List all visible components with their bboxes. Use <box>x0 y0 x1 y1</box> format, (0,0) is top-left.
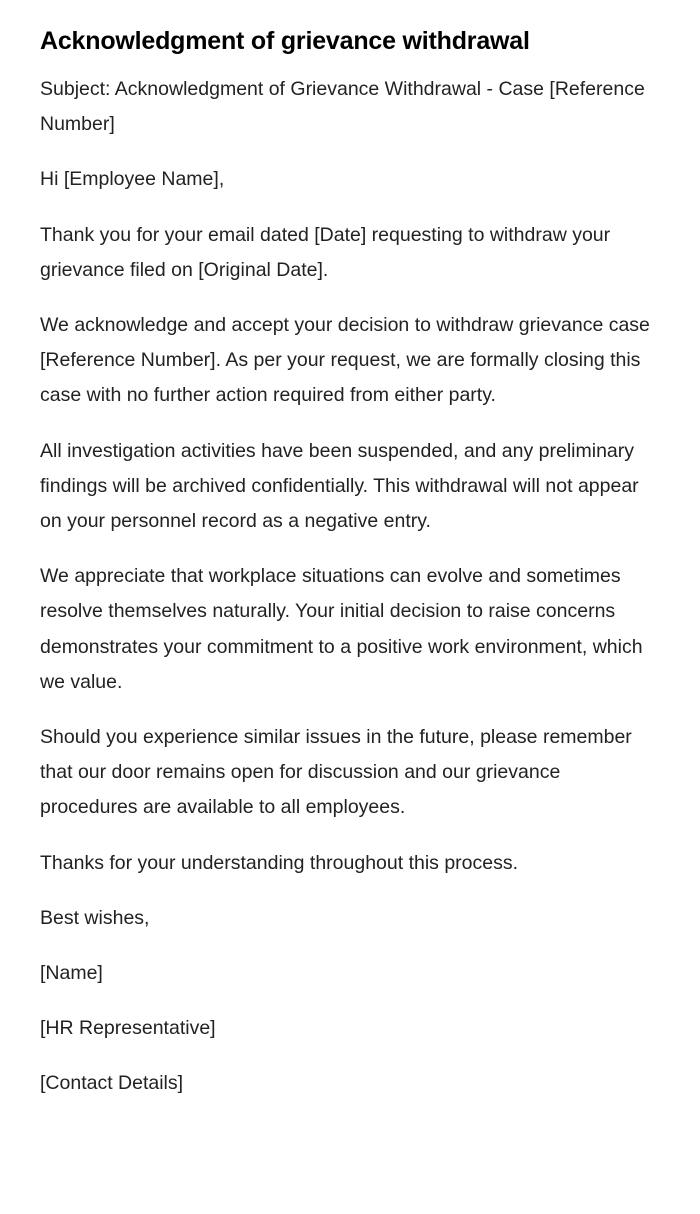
signature-contact: [Contact Details] <box>40 1072 184 1095</box>
subject-line: Subject: Acknowledgment of Grievance Withdrawal - Case [Reference Number] <box>40 78 645 136</box>
body-paragraph: Thank you for your email dated [Date] requesting to withdraw your grievance filed on [Original Date]. <box>40 223 611 281</box>
body-paragraph: All investigation activities have been suspended, and any preliminary findings will be archived confidentially. This withdrawal will not appear on your personnel record as a negative entry. <box>40 439 639 533</box>
thanks-line: Thanks for your understanding throughout this process. <box>40 851 519 874</box>
signature-role: [HR Representative] <box>40 1017 216 1040</box>
body-paragraph: We appreciate that workplace situations can evolve and sometimes resolve themselves naturally. Your initial decision to raise concerns demonstrates your commitment to a positive work environment, which we value. <box>40 565 643 693</box>
document-title: Acknowledgment of grievance withdrawal <box>40 27 530 55</box>
signature-name: [Name] <box>40 962 103 985</box>
greeting: Hi [Employee Name], <box>40 168 225 191</box>
body-paragraph: We acknowledge and accept your decision to withdraw grievance case [Reference Number]. As per your request, we are formally closing this case with no further action required from either party. <box>40 314 650 407</box>
body-paragraph: Should you experience similar issues in the future, please remember that our door remains open for discussion and our grievance procedures are available to all employees. <box>40 726 632 819</box>
closing-line: Best wishes, <box>40 906 150 929</box>
